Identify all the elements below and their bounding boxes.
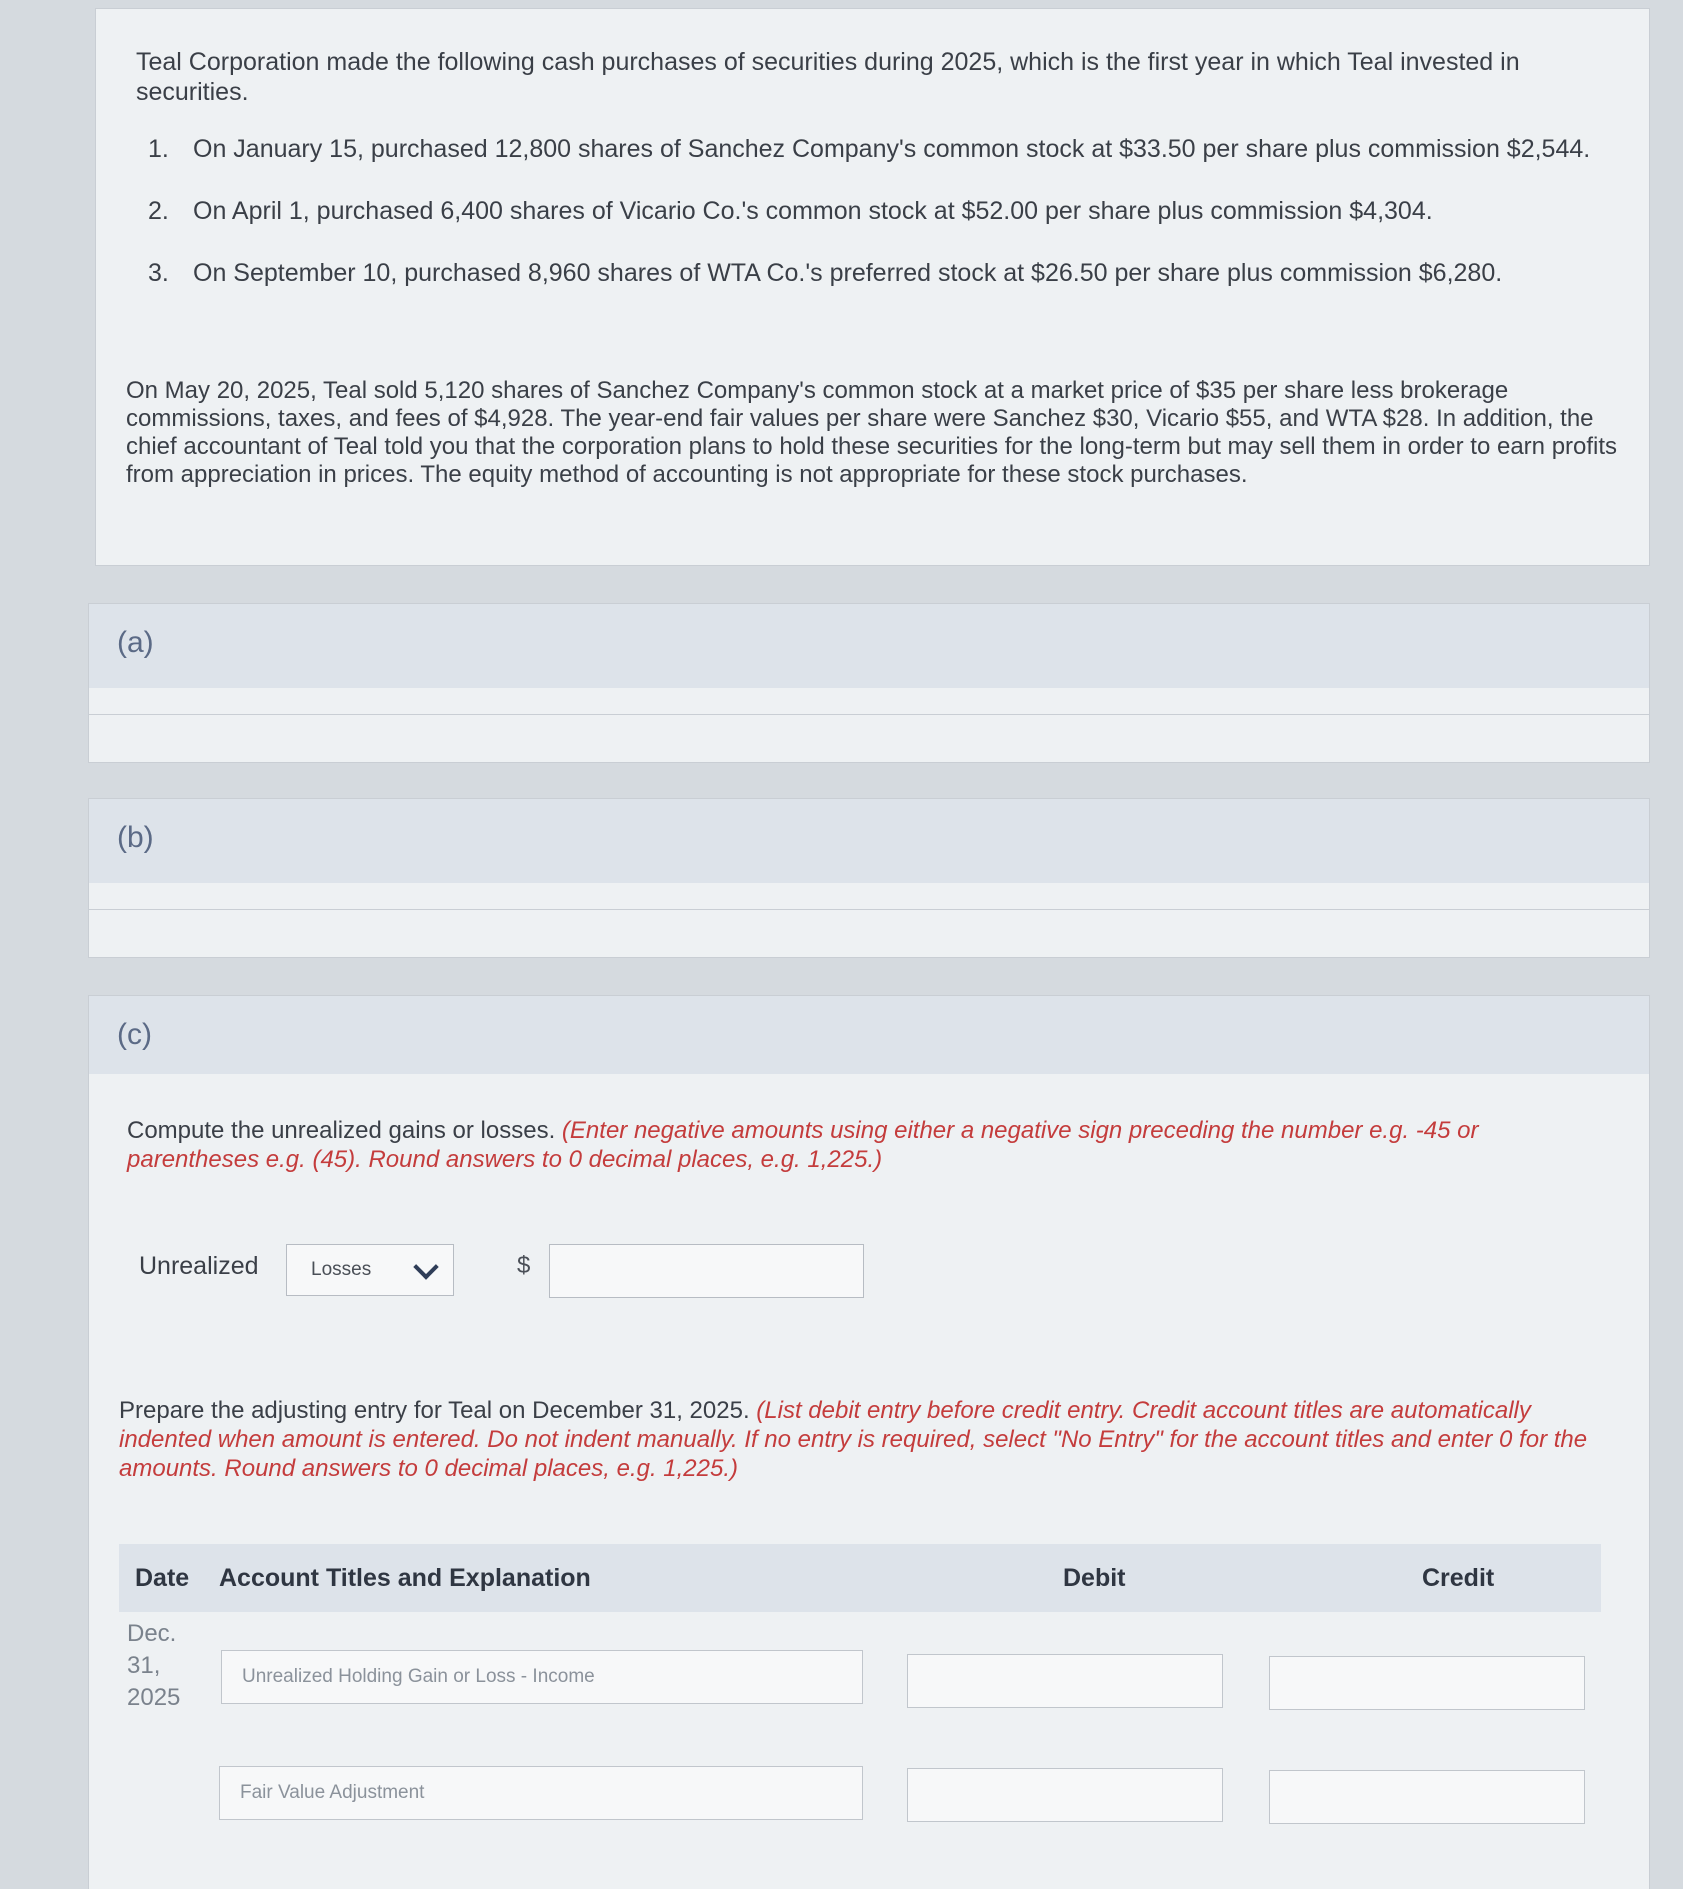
credit-input[interactable] bbox=[1269, 1656, 1585, 1710]
list-item-text: On January 15, purchased 12,800 shares of Sanchez Company's common stock at $33.50 per share plus commission $2,544. bbox=[193, 135, 1591, 163]
account-title-value: Fair Value Adjustment bbox=[240, 1782, 425, 1803]
account-title-value: Unrealized Holding Gain or Loss - Income bbox=[242, 1666, 595, 1687]
part-a-label: (a) bbox=[117, 626, 154, 659]
divider bbox=[89, 909, 1649, 910]
account-title-input[interactable] bbox=[219, 1766, 863, 1820]
list-item-number: 3. bbox=[148, 259, 169, 287]
part-b-header[interactable] bbox=[89, 799, 1649, 883]
dollar-sign: $ bbox=[517, 1252, 531, 1279]
part-a-panel bbox=[88, 603, 1650, 763]
purchase-list bbox=[148, 134, 1608, 320]
account-title-input[interactable] bbox=[221, 1650, 863, 1704]
credit-column-header: Credit bbox=[1422, 1564, 1495, 1592]
prepare-instruction-text: Prepare the adjusting entry for Teal on December 31, 2025. bbox=[119, 1397, 750, 1424]
part-c-label: (c) bbox=[117, 1018, 152, 1051]
journal-table-header bbox=[119, 1544, 1601, 1612]
unrealized-label: Unrealized bbox=[139, 1252, 259, 1280]
part-c-header[interactable] bbox=[89, 996, 1649, 1074]
list-item bbox=[148, 134, 1608, 196]
part-a-header[interactable] bbox=[89, 604, 1649, 688]
problem-intro: Teal Corporation made the following cash purchases of securities during 2025, which is the first year in which Teal invested in securities. bbox=[136, 48, 1520, 106]
part-b-panel bbox=[88, 798, 1650, 958]
chevron-down-icon bbox=[413, 1254, 438, 1279]
date-month: Dec. bbox=[127, 1620, 177, 1647]
list-item-number: 2. bbox=[148, 197, 169, 225]
problem-statement-panel bbox=[95, 8, 1650, 566]
date-day: 31, bbox=[127, 1652, 161, 1679]
debit-column-header: Debit bbox=[1063, 1564, 1126, 1592]
part-b-label: (b) bbox=[117, 821, 154, 854]
list-item bbox=[148, 258, 1608, 320]
prepare-instruction bbox=[119, 1396, 1619, 1483]
gains-losses-select[interactable] bbox=[286, 1244, 454, 1296]
credit-input[interactable] bbox=[1269, 1770, 1585, 1824]
entry-date bbox=[127, 1618, 180, 1714]
compute-instruction-note: (Enter negative amounts using either a negative sign preceding the number e.g. -45 or parentheses e.g. (45). Round answers to 0 decimal places, e.g. 1,225.) bbox=[127, 1117, 1479, 1173]
select-value: Losses bbox=[311, 1259, 372, 1280]
unrealized-amount-input[interactable] bbox=[549, 1244, 864, 1298]
compute-instruction bbox=[127, 1116, 1607, 1174]
part-c-panel bbox=[88, 995, 1650, 1889]
date-year: 2025 bbox=[127, 1684, 181, 1711]
list-item bbox=[148, 196, 1608, 258]
unrealized-row bbox=[139, 1244, 899, 1296]
date-column-header: Date bbox=[135, 1564, 190, 1592]
list-item-number: 1. bbox=[148, 135, 169, 163]
prepare-instruction-note: (List debit entry before credit entry. Credit account titles are automatically indented when amount is entered. Do not indent manually. If no entry is required, select "No Entry" for the account titles and enter 0 for the amounts. Round answers to 0 decimal places, e.g. 1,225.) bbox=[119, 1397, 1588, 1482]
list-item-text: On April 1, purchased 6,400 shares of Vicario Co.'s common stock at $52.00 per share plus commission $4,304. bbox=[193, 197, 1433, 225]
divider bbox=[89, 714, 1649, 715]
list-item-text: On September 10, purchased 8,960 shares of WTA Co.'s preferred stock at $26.50 per share plus commission $6,280. bbox=[193, 259, 1503, 287]
debit-input[interactable] bbox=[907, 1654, 1223, 1708]
sale-paragraph: On May 20, 2025, Teal sold 5,120 shares of Sanchez Company's common stock at a market price of $35 per share less brokerage commissions, taxes, and fees of $4,928. The year-end fair values per share were Sanchez $30, Vicario $55, and WTA $28. In addition, the chief accountant of Teal told you that the corporation plans to hold these securities for the long-term but may sell them in order to earn profits from appreciation in prices. The equity method of accounting is not appropriate for these stock purchases. bbox=[126, 377, 1618, 488]
compute-instruction-text: Compute the unrealized gains or losses. bbox=[127, 1117, 556, 1144]
account-column-header: Account Titles and Explanation bbox=[219, 1564, 591, 1592]
debit-input[interactable] bbox=[907, 1768, 1223, 1822]
